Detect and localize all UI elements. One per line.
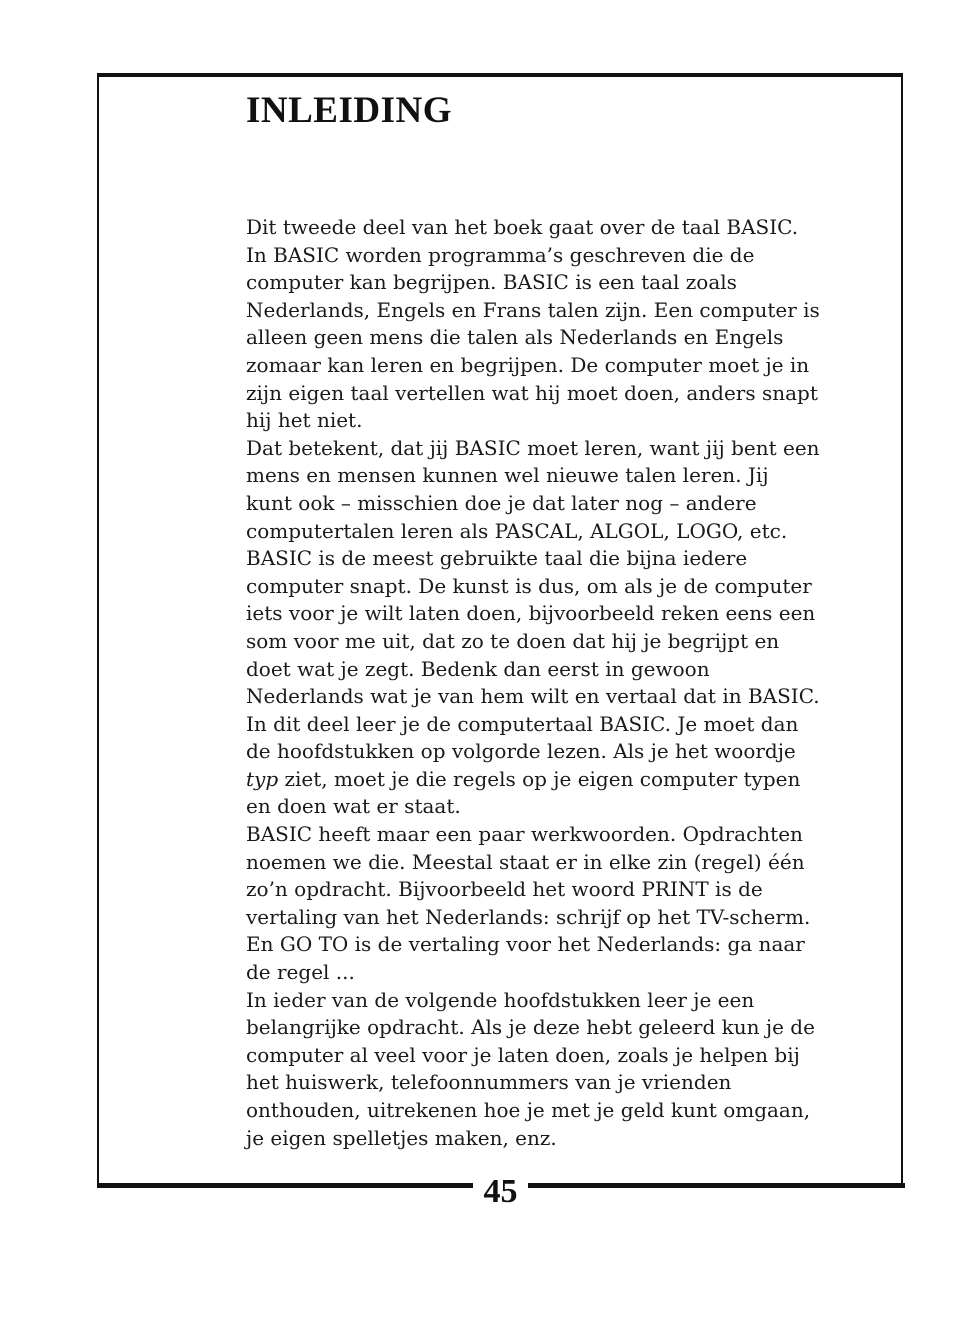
text-line: doet wat je zegt. Bedenk dan eerst in gewoon	[246, 656, 710, 681]
text-line: hij het niet.	[246, 408, 363, 433]
bottom-rule-right	[528, 1183, 905, 1188]
text-line	[246, 766, 896, 794]
text-line: som voor me uit, dat zo te doen dat hij je begrijpt en	[246, 628, 780, 653]
text-line: In BASIC worden programma’s geschreven die de	[246, 242, 755, 267]
text-line: het huiswerk, telefoonnummers van je vrienden	[246, 1070, 732, 1095]
text-line: Nederlands wat je van hem wilt en vertaal dat in BASIC.	[246, 684, 820, 709]
text-line: Dit tweede deel van het boek gaat over de taal BASIC.	[246, 215, 799, 239]
body-text	[246, 214, 896, 1152]
text-line: zijn eigen taal vertellen wat hij moet doen, anders snapt	[246, 380, 818, 405]
text-line: In ieder van de volgende hoofdstukken leer je een	[246, 987, 755, 1012]
emphasized-word: typ	[246, 766, 279, 791]
text-line: je eigen spelletjes maken, enz.	[246, 1125, 557, 1150]
page-number: 45	[483, 1173, 518, 1210]
text-line: BASIC is de meest gebruikte taal die bijna iedere	[246, 546, 748, 571]
text-line: En GO TO is de vertaling voor het Nederlands: ga naar	[246, 932, 805, 957]
text-line: computer kan begrijpen. BASIC is een taal zoals	[246, 270, 737, 295]
text-line: noemen we die. Meestal staat er in elke zin (regel) één	[246, 849, 805, 874]
text-line: zomaar kan leren en begrijpen. De computer moet je in	[246, 352, 810, 377]
text-line: computer al veel voor je laten doen, zoals je helpen bij	[246, 1042, 800, 1067]
chapter-title: INLEIDING	[246, 90, 452, 131]
text-line: computer snapt. De kunst is dus, om als je de computer	[246, 573, 812, 598]
text-line: Dat betekent, dat jij BASIC moet leren, want jij bent een	[246, 435, 820, 460]
text-line: BASIC heeft maar een paar werkwoorden. Opdrachten	[246, 822, 803, 847]
text-line: de regel ...	[246, 960, 355, 985]
text-line: Nederlands, Engels en Frans talen zijn. Een computer is	[246, 297, 820, 322]
text-line: kunt ook – misschien doe je dat later nog – andere	[246, 490, 757, 515]
text-line: en doen wat er staat.	[246, 794, 461, 819]
text-line: computertalen leren als PASCAL, ALGOL, LOGO, etc.	[246, 518, 788, 543]
text-line: zo’n opdracht. Bijvoorbeeld het woord PRINT is de	[246, 877, 763, 902]
text-line: In dit deel leer je de computertaal BASIC. Je moet dan	[246, 711, 799, 736]
text-line: mens en mensen kunnen wel nieuwe talen leren. Jij	[246, 463, 769, 488]
text-line: onthouden, uitrekenen hoe je met je geld kunt omgaan,	[246, 1098, 811, 1122]
text-line: de hoofdstukken op volgorde lezen. Als je het woordje	[246, 739, 796, 764]
text-line: alleen geen mens die talen als Nederlands en Engels	[246, 325, 784, 350]
text-line: vertaling van het Nederlands: schrijf op het TV-scherm.	[246, 904, 811, 929]
bottom-rule-left	[97, 1183, 473, 1188]
text-line: belangrijke opdracht. Als je deze hebt geleerd kun je de	[246, 1015, 815, 1040]
text-line-rest: ziet, moet je die regels op je eigen computer typen	[278, 766, 801, 791]
text-line: iets voor je wilt laten doen, bijvoorbeeld reken eens een	[246, 601, 816, 626]
